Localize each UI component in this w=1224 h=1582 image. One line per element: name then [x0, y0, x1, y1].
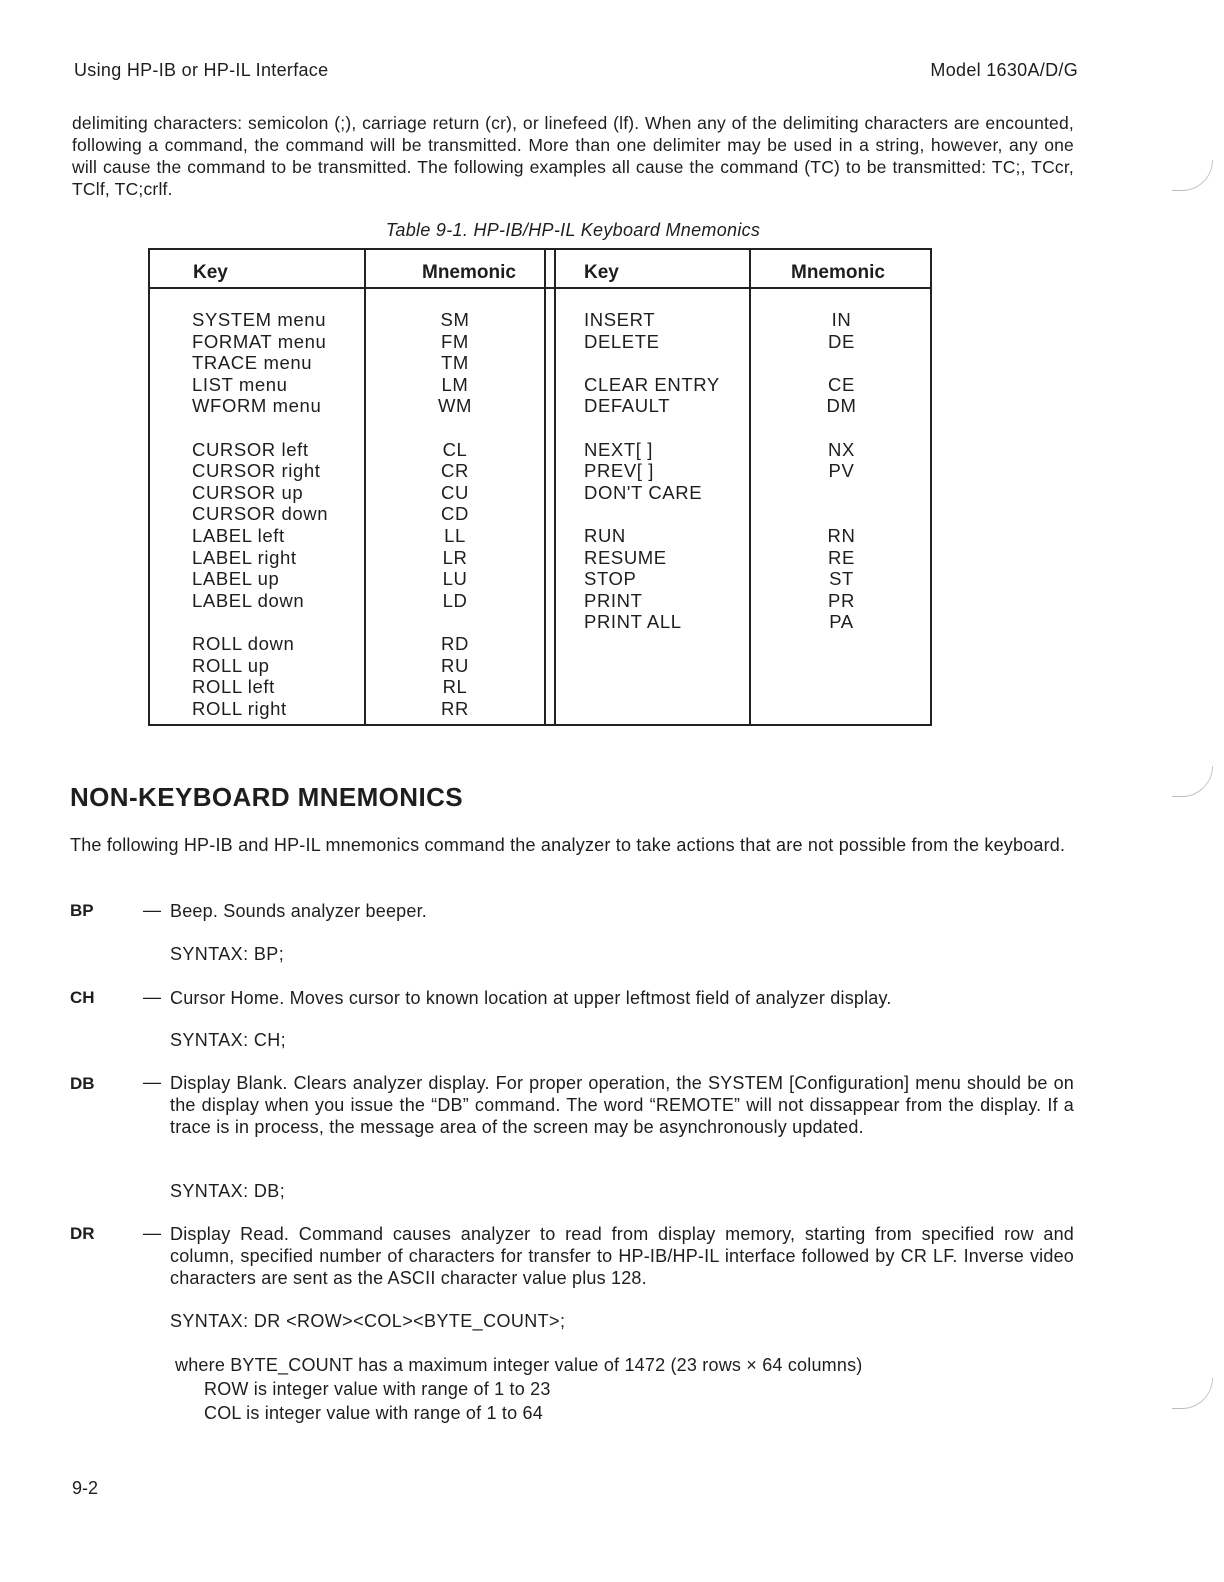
- section-title: NON-KEYBOARD MNEMONICS: [70, 782, 464, 812]
- command-desc-bp: Beep. Sounds analyzer beeper.: [170, 901, 427, 921]
- command-syntax-ch: SYNTAX: CH;: [170, 1030, 287, 1050]
- command-code-db: DB: [70, 1074, 95, 1093]
- mnemonic-column-2: IN DE CE DM NX PV RN RE ST PR PA: [826, 309, 857, 633]
- header-rule: [150, 287, 930, 289]
- command-syntax-bp: SYNTAX: BP;: [170, 944, 285, 964]
- command-desc-ch: Cursor Home. Moves cursor to known location at upper leftmost field of analyzer display.: [170, 988, 892, 1008]
- mnemonic-column-1: SM FM TM LM WM CL CR CU CD LL LR LU LD RD RU RL RR: [437, 309, 473, 719]
- dash: —: [143, 1223, 161, 1243]
- binder-hole-mark: [1172, 766, 1213, 797]
- key-column-2: INSERT DELETE CLEAR ENTRY DEFAULT NEXT[ ] PREV[ ] DON'T CARE RUN RESUME STOP PRINT PRINT ALL: [584, 309, 720, 633]
- dash: —: [143, 987, 161, 1007]
- column-divider-double-b: [554, 250, 556, 724]
- running-header-left: Using HP-IB or HP-IL Interface: [74, 60, 329, 80]
- command-desc-dr: Display Read. Command causes analyzer to read from display memory, starting from specified row and column, specified number of characters for transfer to HP-IB/HP-IL interface followed by CR LF. Inverse video characters are sent as the ASCII character value plus 128.: [170, 1224, 1074, 1288]
- command-code-ch: CH: [70, 988, 95, 1007]
- header-mnemonic-1: Mnemonic: [422, 262, 516, 283]
- page-number: 9-2: [72, 1478, 99, 1498]
- command-code-bp: BP: [70, 901, 94, 920]
- header-key-1: Key: [193, 262, 228, 283]
- command-syntax-dr: SYNTAX: DR <ROW><COL><BYTE_COUNT>;: [170, 1311, 566, 1331]
- intro-paragraph: delimiting characters: semicolon (;), carriage return (cr), or linefeed (lf). When any of the delimiting characters are encounted, following a command, the command will be transmitted. More than one delimiter may be used in a string, however, any one will cause the command to be transmitted. The following examples all cause the command (TC) to be transmitted: TC;, TCcr, TClf, TC;crlf.: [72, 113, 1074, 199]
- running-header-right: Model 1630A/D/G: [930, 60, 1078, 80]
- where-line-2: ROW is integer value with range of 1 to 23: [204, 1379, 551, 1399]
- binder-hole-mark: [1172, 1378, 1213, 1409]
- table-caption: Table 9-1. HP-IB/HP-IL Keyboard Mnemonics: [385, 220, 761, 240]
- dash: —: [143, 900, 161, 920]
- command-code-dr: DR: [70, 1224, 95, 1243]
- header-key-2: Key: [584, 262, 619, 283]
- command-syntax-db: SYNTAX: DB;: [170, 1181, 286, 1201]
- mnemonics-table: [148, 248, 932, 726]
- key-column-1: SYSTEM menu FORMAT menu TRACE menu LIST menu WFORM menu CURSOR left CURSOR right CURSOR up CURSOR down LABEL left LABEL right LABEL up LABEL down ROLL down ROLL up ROLL left ROLL right: [192, 309, 329, 719]
- where-line-3: COL is integer value with range of 1 to 64: [204, 1403, 543, 1423]
- header-mnemonic-2: Mnemonic: [791, 262, 885, 283]
- binder-hole-mark: [1172, 160, 1213, 191]
- section-intro: The following HP-IB and HP-IL mnemonics command the analyzer to take actions that are not possible from the keyboard.: [70, 835, 1066, 855]
- dash: —: [143, 1072, 161, 1092]
- command-desc-db: Display Blank. Clears analyzer display. For proper operation, the SYSTEM [Configuration] menu should be on the display when you issue the “DB” command. The word “REMOTE” will not dissappear from the display. If a trace is in process, the message area of the screen may be asynchronously updated.: [170, 1073, 1074, 1137]
- where-line-1: where BYTE_COUNT has a maximum integer value of 1472 (23 rows × 64 columns): [175, 1355, 863, 1375]
